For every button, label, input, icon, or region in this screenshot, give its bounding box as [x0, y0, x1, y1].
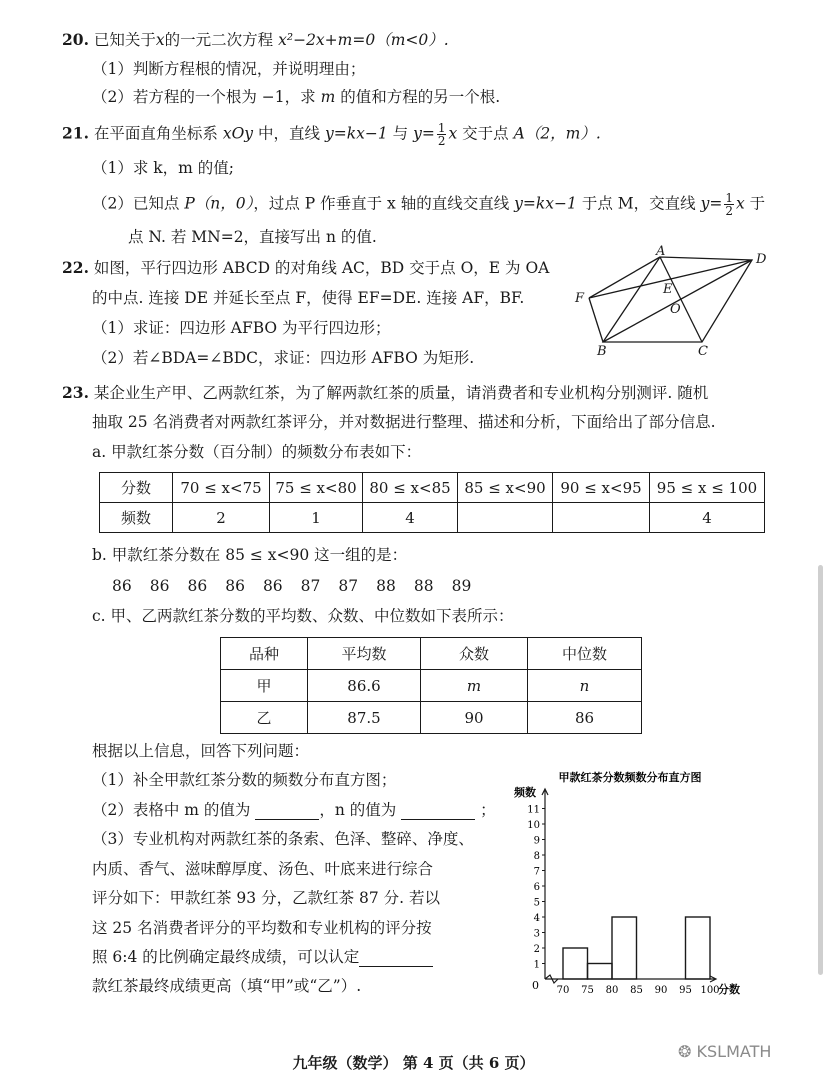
- q21-line1: y=kx−1: [324, 124, 388, 143]
- q23-b-values: [112, 576, 471, 596]
- stats-header-cell: 品种: [221, 638, 308, 670]
- y-tick-label: 6: [533, 882, 540, 893]
- stats-cell: 乙: [221, 702, 308, 734]
- y-tick-label: 4: [533, 913, 540, 924]
- stats-row: [221, 670, 642, 702]
- b-value: 87: [300, 577, 321, 595]
- label-c: C: [698, 344, 708, 359]
- q23-part1: （1）补全甲款红茶分数的频数分布直方图；: [92, 771, 397, 789]
- x-tick-label: 85: [630, 985, 643, 996]
- b-value: 86: [112, 577, 132, 595]
- x-tick-label: 95: [679, 985, 692, 996]
- q23-info: 根据以上信息，回答下列问题：: [92, 742, 310, 760]
- stats-header-cell: 众数: [421, 638, 528, 670]
- freq-value-cell: 2: [173, 503, 270, 533]
- label-a: A: [656, 245, 666, 259]
- freq-header-cell: 分数: [100, 473, 173, 503]
- segment-af: [589, 257, 660, 298]
- q23-part3-l1: （3）专业机构对两款红茶的条索、色泽、整碎、净度、: [92, 830, 474, 848]
- x-ticks: [557, 985, 720, 996]
- y-tick-label: 7: [533, 866, 540, 878]
- q20-part1: （1）判断方程根的情况，并说明理由；: [92, 60, 366, 78]
- stats-cell: m: [421, 670, 528, 702]
- y-tick-label: 11: [527, 804, 540, 816]
- x-axis-label: 分数: [718, 983, 740, 996]
- b-value: 86: [225, 577, 245, 595]
- q21-pointA: A（2，m）.: [513, 124, 601, 143]
- q23-line2: 抽取 25 名消费者对两款红茶评分，并对数据进行整理、描述和分析，下面给出了部分信息.: [92, 413, 716, 431]
- y-tick-label: 1: [533, 959, 540, 971]
- q21-part1: （1）求 k，m 的值;: [92, 159, 235, 177]
- q23-item-b: b. 甲款红茶分数在 85 ≤ x<90 这一组的是：: [92, 546, 408, 564]
- y-tick-label: 3: [533, 928, 540, 940]
- b-value: 88: [376, 577, 396, 595]
- b-value: 87: [338, 577, 359, 595]
- freq-value-cell: 4: [363, 503, 458, 533]
- y-axis-label: 频数: [514, 786, 536, 799]
- y-tick-label: 10: [527, 820, 540, 831]
- answer-blank-tea[interactable]: [359, 966, 433, 967]
- freq-value-cell: 1: [270, 503, 363, 533]
- diagonal-bd: [603, 260, 752, 342]
- freq-header-cell: 80 ≤ x<85: [363, 473, 458, 503]
- q20-part2-a: （2）若方程的一个根为 −1，求: [92, 88, 316, 106]
- q21-stem-a: 在平面直角坐标系: [93, 124, 218, 143]
- x-tick-label: 100: [700, 985, 720, 996]
- q23-part3-l5: 照 6:4 的比例确定最终成绩，可以认定: [92, 947, 433, 967]
- label-d: D: [756, 252, 767, 267]
- q22-part2: （2）若∠BDA=∠BDC，求证：四边形 AFBO 为矩形.: [92, 349, 475, 367]
- stats-cell: 甲: [221, 670, 308, 702]
- q20-stem-b: 的一元二次方程: [164, 31, 274, 49]
- q21-stem: 21. 在平面直角坐标系 xOy 中，直线 y=kx−1 与 y= $\frac{1}{2}$ x 交于点 A（2，m）.: [62, 121, 601, 148]
- label-f: F: [575, 291, 585, 306]
- stats-header-cell: 中位数: [528, 638, 642, 670]
- x-tick-label: 70: [556, 985, 570, 996]
- y-tick-label: 2: [533, 944, 540, 955]
- stats-cell: 87.5: [308, 702, 421, 734]
- var-x: x: [155, 31, 165, 49]
- stats-table: [220, 637, 642, 734]
- q23-part3-l2: 内质、香气、滋味醇厚度、汤色、叶底来进行综合: [92, 860, 434, 878]
- b-value: 86: [149, 577, 170, 595]
- freq-value-cell: [553, 503, 650, 533]
- q21-part2-cont: 点 N. 若 MN=2，直接写出 n 的值.: [128, 228, 377, 246]
- b-value: 86: [262, 577, 283, 595]
- stats-cell: n: [528, 670, 642, 702]
- freq-header-cell: 70 ≤ x<75: [173, 473, 270, 503]
- y-tick-label: 5: [533, 897, 540, 909]
- label-e: E: [663, 282, 673, 297]
- y-ticks: [527, 805, 545, 971]
- q20-stem-a: 已知关于: [93, 31, 156, 49]
- histogram-chart: [500, 768, 770, 1000]
- q20-part2: [92, 87, 500, 107]
- histogram-bar: [588, 964, 613, 980]
- histogram-bar: [686, 917, 711, 979]
- q20-stem: [62, 30, 449, 50]
- stats-cell: 86.6: [308, 670, 421, 702]
- q22-line1: 22. 如图，平行四边形 ABCD 的对角线 AC，BD 交于点 O，E 为 OA: [62, 258, 550, 277]
- watermark: ❂ KSLMATH: [678, 1042, 772, 1061]
- q23-part3-l4: 这 25 名消费者评分的平均数和专业机构的评分按: [92, 919, 432, 937]
- page-footer: 九年级（数学） 第 4 页（共 6 页）: [292, 1054, 535, 1072]
- freq-header-cell: 85 ≤ x<90: [458, 473, 553, 503]
- segment-bf: [589, 298, 603, 342]
- freq-row-label: 频数: [100, 503, 173, 533]
- stats-row: [221, 702, 642, 734]
- q21-stem-c: 与: [392, 124, 409, 143]
- b-value: 86: [187, 577, 208, 595]
- var-m: m: [320, 88, 336, 106]
- stats-cell: 90: [421, 702, 528, 734]
- q23-line1: 23. 某企业生产甲、乙两款红茶，为了解两款红茶的质量，请消费者和专业机构分别测评. 随机: [62, 383, 709, 402]
- q20-number: 20.: [62, 30, 89, 49]
- x-tick-label: 75: [581, 985, 594, 996]
- y-tick-label: 8: [533, 851, 540, 862]
- freq-header-cell: 95 ≤ x ≤ 100: [650, 473, 765, 503]
- q21-number: 21.: [62, 123, 89, 143]
- q21-part2: （2）已知点 P（n，0），过点 P 作垂直于 x 轴的直线交直线 y=kx−1 于点 M，交直线 y= $\frac{1}{2}$ x 于: [92, 191, 766, 218]
- q23-item-c: c. 甲、乙两款红茶分数的平均数、众数、中位数如下表所示：: [92, 607, 514, 625]
- histogram-bars: [563, 917, 710, 979]
- frequency-table: [99, 472, 765, 533]
- q21-fraction: $\frac{1}{2}$: [437, 121, 446, 148]
- histogram-bar: [563, 948, 588, 979]
- stats-header-cell: 平均数: [308, 638, 421, 670]
- frequency-header-row: [100, 473, 765, 503]
- q23-part2: （2）表格中 m 的值为 ，n 的值为 ；: [92, 801, 496, 819]
- q22-line2: 的中点. 连接 DE 并延长至点 F，使得 EF=DE. 连接 AF，BF.: [92, 289, 525, 307]
- q23-part3-l6: 款红茶最终成绩更高（填“甲”或“乙”）.: [92, 977, 362, 995]
- b-value: 88: [413, 577, 434, 595]
- x-tick-label: 80: [605, 985, 619, 996]
- q23-part3-l3: 评分如下：甲款红茶 93 分，乙款红茶 87 分. 若以: [92, 889, 441, 907]
- q20-equation: x²−2x+m=0（m<0）.: [278, 31, 449, 49]
- answer-blank-m[interactable]: [255, 819, 319, 820]
- answer-blank-n[interactable]: [401, 819, 475, 820]
- freq-value-cell: 4: [650, 503, 765, 533]
- frequency-value-row: [100, 503, 765, 533]
- scrollbar[interactable]: [818, 565, 823, 975]
- label-o: O: [670, 302, 681, 317]
- origin-label: 0: [532, 979, 539, 992]
- freq-header-cell: 75 ≤ x<80: [270, 473, 363, 503]
- chart-title: 甲款红茶分数频数分布直方图: [558, 771, 702, 784]
- y-tick-label: 9: [533, 835, 540, 847]
- b-value: 89: [451, 577, 472, 595]
- stats-cell: 86: [528, 702, 642, 734]
- wechat-icon: ❂: [678, 1042, 692, 1061]
- chart-axes: [542, 789, 716, 983]
- q21-stem-b: 中，直线: [258, 124, 321, 143]
- stats-header-row: [221, 638, 642, 670]
- freq-value-cell: [458, 503, 553, 533]
- q21-stem-d: 交于点: [462, 124, 509, 143]
- label-b: B: [597, 344, 607, 359]
- x-tick-label: 90: [654, 985, 668, 996]
- q20-part2-b: 的值和方程的另一个根.: [340, 88, 501, 106]
- q22-part1: （1）求证：四边形 AFBO 为平行四边形；: [92, 319, 391, 337]
- q23-item-a: a. 甲款红茶分数（百分制）的频数分布表如下：: [92, 443, 422, 461]
- parallelogram-figure: [568, 245, 778, 360]
- freq-header-cell: 90 ≤ x<95: [553, 473, 650, 503]
- histogram-bar: [612, 917, 637, 979]
